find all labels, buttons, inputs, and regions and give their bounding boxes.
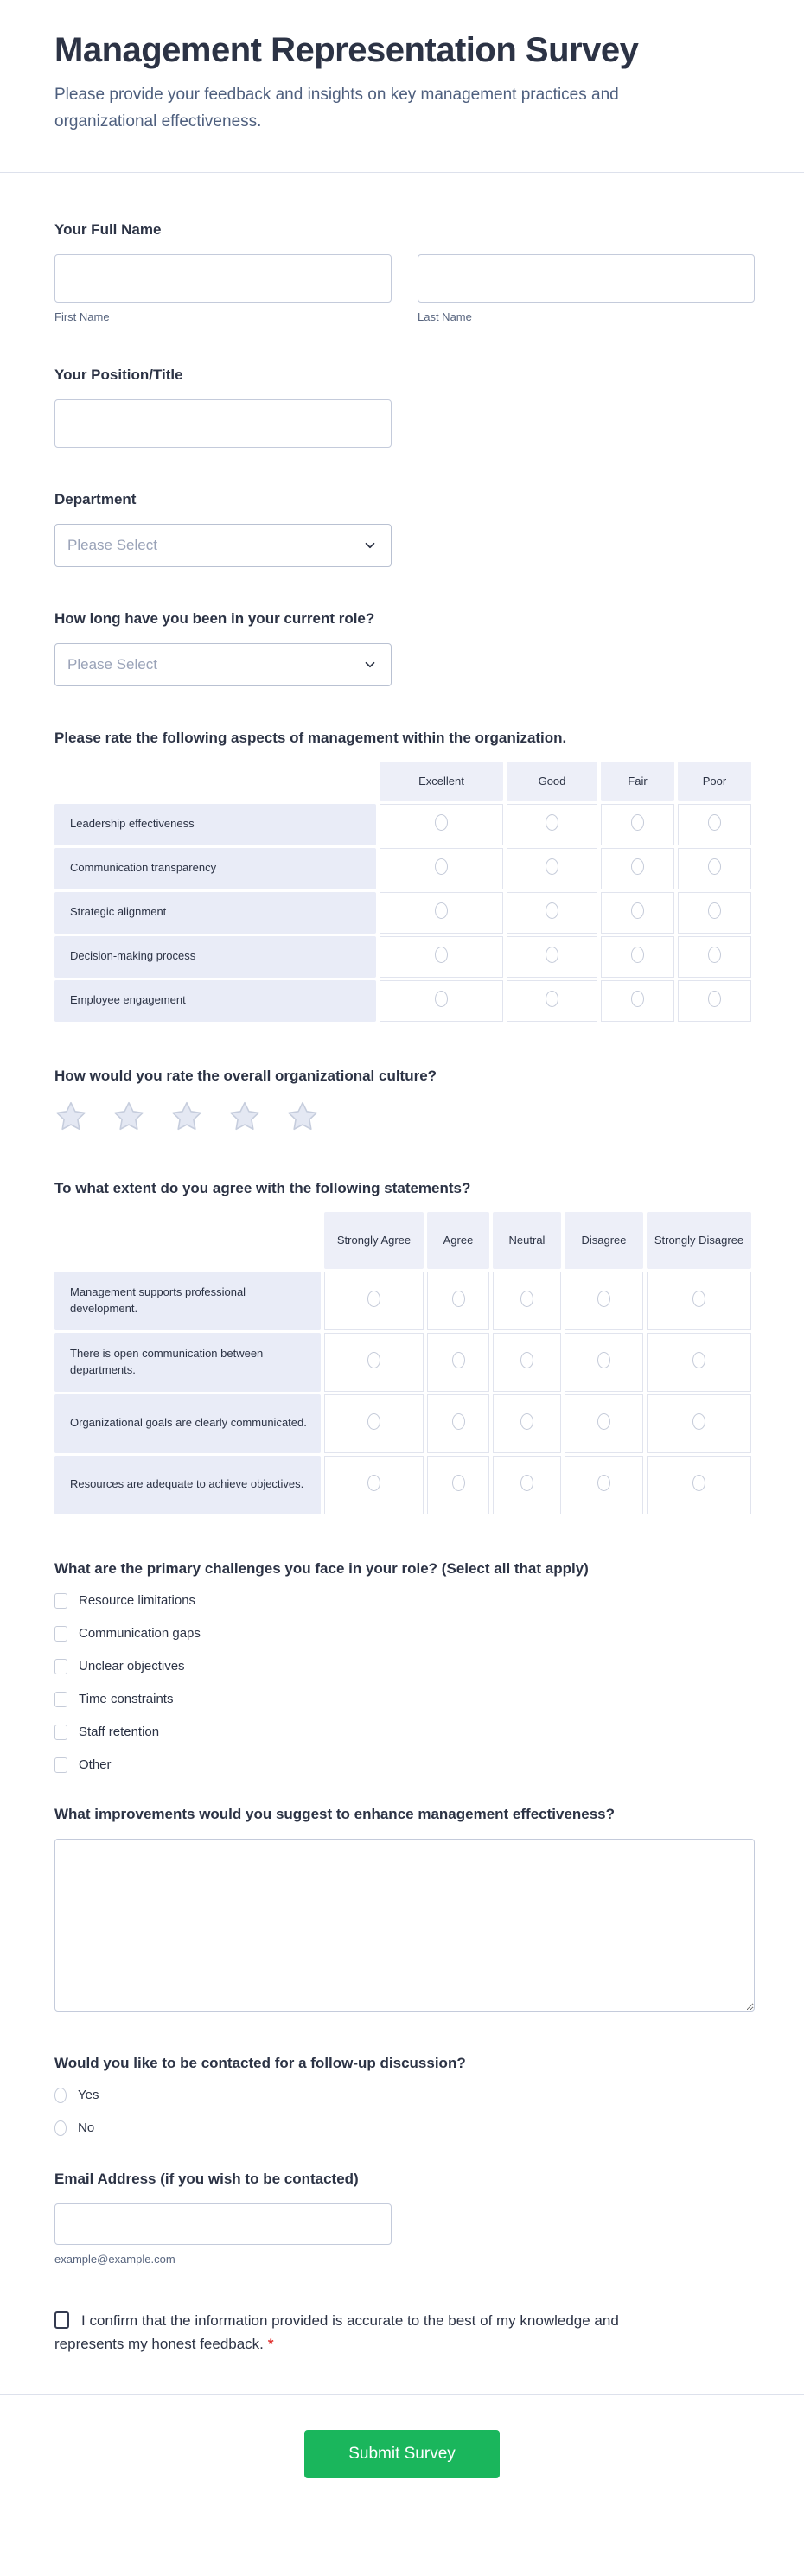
improvements-textarea[interactable] (54, 1839, 755, 2012)
matrix-row-label: Strategic alignment (54, 892, 376, 934)
checkbox-option[interactable] (54, 1692, 755, 1707)
checkbox-option[interactable] (54, 1725, 755, 1740)
tenure-select-value: Please Select (67, 655, 157, 673)
checkbox-option-label: Resource limitations (79, 1593, 196, 1609)
matrix-radio-cell[interactable] (380, 804, 503, 845)
radio-icon[interactable] (435, 814, 448, 831)
radio-icon[interactable] (692, 1413, 705, 1430)
matrix-radio-cell[interactable] (678, 892, 751, 934)
matrix-row (54, 848, 751, 889)
matrix-radio-cell[interactable] (324, 1272, 424, 1330)
matrix-radio-cell[interactable] (324, 1394, 424, 1453)
checkbox-option[interactable] (54, 1626, 755, 1642)
radio-icon[interactable] (692, 1352, 705, 1368)
matrix-corner (54, 1212, 321, 1269)
matrix-radio-cell[interactable] (601, 892, 674, 934)
form-footer (0, 2394, 804, 2523)
radio-icon[interactable] (631, 814, 644, 831)
matrix-row-label: Employee engagement (54, 980, 376, 1022)
management-rating-matrix (51, 759, 755, 1024)
email-input[interactable] (54, 2203, 392, 2245)
checkbox-icon[interactable] (54, 1757, 67, 1773)
chevron-down-icon (362, 538, 378, 553)
radio-icon[interactable] (631, 858, 644, 875)
matrix-radio-cell[interactable] (380, 892, 503, 934)
radio-icon[interactable] (708, 947, 721, 963)
radio-icon[interactable] (452, 1475, 465, 1491)
matrix-radio-cell[interactable] (507, 848, 597, 889)
full-name-label: Your Full Name (54, 220, 162, 238)
radio-icon[interactable] (692, 1475, 705, 1491)
radio-icon[interactable] (597, 1475, 610, 1491)
radio-icon[interactable] (597, 1291, 610, 1307)
matrix-radio-cell[interactable] (493, 1272, 561, 1330)
radio-icon[interactable] (692, 1291, 705, 1307)
radio-option-label: No (78, 2120, 95, 2136)
matrix-radio-cell[interactable] (678, 936, 751, 978)
star-icon[interactable] (112, 1100, 145, 1133)
star-rating[interactable] (54, 1100, 755, 1133)
radio-icon[interactable] (708, 902, 721, 919)
matrix-row-label: Organizational goals are clearly communicated. (54, 1394, 321, 1453)
radio-icon[interactable] (54, 2088, 67, 2103)
matrix-row-label: Communication transparency (54, 848, 376, 889)
department-select-value: Please Select (67, 536, 157, 553)
radio-icon[interactable] (708, 814, 721, 831)
radio-icon[interactable] (631, 902, 644, 919)
matrix-radio-cell[interactable] (324, 1333, 424, 1392)
matrix-column-header: Disagree (565, 1212, 643, 1269)
matrix-radio-cell[interactable] (565, 1333, 643, 1392)
radio-option-label: Yes (78, 2088, 99, 2103)
matrix-column-header: Agree (427, 1212, 489, 1269)
improvements-question: What improvements would you suggest to enhance management effectiveness? (54, 1805, 616, 1822)
agreement-question: To what extent do you agree with the following statements? (54, 1179, 471, 1196)
department-field (54, 491, 755, 567)
culture-rating-field (54, 1068, 755, 1133)
radio-icon[interactable] (367, 1413, 380, 1430)
checkbox-option-label: Unclear objectives (79, 1659, 185, 1674)
radio-icon[interactable] (708, 858, 721, 875)
matrix-radio-cell[interactable] (380, 980, 503, 1022)
page-subtitle: Please provide your feedback and insights on key management practices and organizational effectiveness. (54, 86, 619, 131)
radio-option[interactable] (54, 2120, 755, 2136)
matrix-radio-cell[interactable] (507, 980, 597, 1022)
matrix-radio-cell[interactable] (601, 804, 674, 845)
matrix-row (54, 892, 751, 934)
radio-icon[interactable] (367, 1475, 380, 1491)
radio-icon[interactable] (520, 1475, 533, 1491)
radio-icon[interactable] (520, 1352, 533, 1368)
matrix-row-label: Resources are adequate to achieve objectives. (54, 1456, 321, 1514)
matrix-radio-cell[interactable] (647, 1272, 751, 1330)
star-icon[interactable] (228, 1100, 261, 1133)
position-input[interactable] (54, 399, 392, 448)
position-label: Your Position/Title (54, 366, 183, 383)
challenges-checklist (54, 1593, 755, 1773)
matrix-radio-cell[interactable] (427, 1456, 489, 1514)
matrix-radio-cell[interactable] (324, 1456, 424, 1514)
matrix-radio-cell[interactable] (507, 936, 597, 978)
matrix-column-header: Fair (601, 762, 674, 801)
matrix-radio-cell[interactable] (427, 1333, 489, 1392)
matrix-corner (54, 762, 376, 801)
radio-icon[interactable] (597, 1413, 610, 1430)
matrix-column-header: Strongly Disagree (647, 1212, 751, 1269)
matrix-row (54, 1394, 751, 1453)
matrix-column-header: Poor (678, 762, 751, 801)
position-field (54, 367, 755, 448)
matrix-row (54, 1333, 751, 1392)
matrix-radio-cell[interactable] (565, 1456, 643, 1514)
radio-icon[interactable] (435, 991, 448, 1007)
matrix-column-header: Neutral (493, 1212, 561, 1269)
checkbox-icon[interactable] (54, 1626, 67, 1642)
star-icon[interactable] (170, 1100, 203, 1133)
radio-icon[interactable] (546, 991, 558, 1007)
radio-icon[interactable] (631, 947, 644, 963)
radio-icon[interactable] (435, 947, 448, 963)
checkbox-option-label: Time constraints (79, 1692, 174, 1707)
matrix-column-header: Good (507, 762, 597, 801)
checkbox-option-label: Staff retention (79, 1725, 160, 1740)
checkbox-icon[interactable] (54, 1659, 67, 1674)
checkbox-icon[interactable] (54, 1725, 67, 1740)
challenges-question: What are the primary challenges you face in your role? (Select all that apply) (54, 1559, 589, 1577)
radio-icon[interactable] (708, 991, 721, 1007)
first-name-input[interactable] (54, 254, 392, 303)
page-title: Management Representation Survey (54, 31, 639, 69)
radio-icon[interactable] (435, 858, 448, 875)
matrix-row-label: There is open communication between departments. (54, 1333, 321, 1392)
first-name-sublabel: First Name (54, 309, 110, 323)
matrix-column-header: Excellent (380, 762, 503, 801)
checkbox-option[interactable] (54, 1593, 755, 1609)
checkbox-option[interactable] (54, 1659, 755, 1674)
radio-icon[interactable] (367, 1291, 380, 1307)
matrix-radio-cell[interactable] (647, 1333, 751, 1392)
matrix-radio-cell[interactable] (565, 1394, 643, 1453)
followup-field (54, 2055, 755, 2136)
matrix-row-label: Management supports professional development. (54, 1272, 321, 1330)
radio-icon[interactable] (546, 858, 558, 875)
matrix-radio-cell[interactable] (678, 848, 751, 889)
matrix-radio-cell[interactable] (678, 980, 751, 1022)
radio-icon[interactable] (631, 991, 644, 1007)
improvements-field (54, 1806, 755, 2012)
department-select[interactable] (54, 524, 392, 567)
tenure-select[interactable] (54, 643, 392, 686)
matrix-row (54, 804, 751, 845)
matrix-radio-cell[interactable] (647, 1394, 751, 1453)
radio-icon[interactable] (546, 947, 558, 963)
checkbox-icon[interactable] (54, 1692, 67, 1707)
radio-icon[interactable] (546, 814, 558, 831)
radio-icon[interactable] (452, 1291, 465, 1307)
matrix-row (54, 936, 751, 978)
checkbox-option[interactable] (54, 1757, 755, 1773)
matrix-row-label: Leadership effectiveness (54, 804, 376, 845)
matrix-radio-cell[interactable] (380, 848, 503, 889)
followup-question: Would you like to be contacted for a follow-up discussion? (54, 2054, 466, 2071)
followup-radiolist (54, 2088, 755, 2136)
tenure-field (54, 610, 755, 686)
matrix-row-label: Decision-making process (54, 936, 376, 978)
radio-icon[interactable] (452, 1413, 465, 1430)
chevron-down-icon (362, 657, 378, 673)
matrix-radio-cell[interactable] (507, 804, 597, 845)
matrix-radio-cell[interactable] (380, 936, 503, 978)
radio-icon[interactable] (520, 1413, 533, 1430)
challenges-field (54, 1560, 755, 1773)
checkbox-option-label: Communication gaps (79, 1626, 201, 1642)
matrix-radio-cell[interactable] (507, 892, 597, 934)
form-header (0, 0, 804, 172)
email-label: Email Address (if you wish to be contacted) (54, 2170, 359, 2187)
confirmation-text: I confirm that the information provided is accurate to the best of my knowledge and represents my honest feedback. (54, 2311, 619, 2353)
last-name-input[interactable] (418, 254, 755, 303)
matrix-radio-cell[interactable] (493, 1394, 561, 1453)
radio-icon[interactable] (546, 902, 558, 919)
radio-icon[interactable] (54, 2120, 67, 2136)
star-icon[interactable] (286, 1100, 319, 1133)
radio-option[interactable] (54, 2088, 755, 2103)
radio-icon[interactable] (367, 1352, 380, 1368)
confirm-checkbox[interactable] (54, 2311, 69, 2329)
matrix-radio-cell[interactable] (647, 1456, 751, 1514)
matrix-column-header: Strongly Agree (324, 1212, 424, 1269)
department-label: Department (54, 490, 137, 507)
checkbox-icon[interactable] (54, 1593, 67, 1609)
matrix-row (54, 1272, 751, 1330)
agreement-field (54, 1180, 755, 1517)
management-rating-question: Please rate the following aspects of management within the organization. (54, 729, 567, 746)
tenure-label: How long have you been in your current role? (54, 609, 375, 627)
last-name-sublabel: Last Name (418, 309, 472, 323)
matrix-radio-cell[interactable] (601, 980, 674, 1022)
radio-icon[interactable] (452, 1352, 465, 1368)
full-name-field (54, 221, 755, 323)
radio-icon[interactable] (597, 1352, 610, 1368)
star-icon[interactable] (54, 1100, 87, 1133)
matrix-radio-cell[interactable] (493, 1333, 561, 1392)
agreement-matrix (51, 1209, 755, 1517)
email-sublabel: example@example.com (54, 2252, 175, 2266)
matrix-radio-cell[interactable] (427, 1272, 489, 1330)
email-field-block (54, 2171, 755, 2266)
matrix-radio-cell[interactable] (565, 1272, 643, 1330)
matrix-row (54, 980, 751, 1022)
confirmation-field (54, 2309, 621, 2356)
radio-icon[interactable] (520, 1291, 533, 1307)
matrix-radio-cell[interactable] (427, 1394, 489, 1453)
submit-button[interactable]: Submit Survey (304, 2430, 500, 2478)
radio-icon[interactable] (435, 902, 448, 919)
culture-rating-question: How would you rate the overall organizational culture? (54, 1067, 437, 1084)
matrix-radio-cell[interactable] (601, 936, 674, 978)
matrix-radio-cell[interactable] (601, 848, 674, 889)
matrix-row (54, 1456, 751, 1514)
checkbox-option-label: Other (79, 1757, 112, 1773)
matrix-radio-cell[interactable] (678, 804, 751, 845)
matrix-radio-cell[interactable] (493, 1456, 561, 1514)
management-rating-field (54, 730, 755, 1024)
required-asterisk: * (267, 2336, 274, 2353)
